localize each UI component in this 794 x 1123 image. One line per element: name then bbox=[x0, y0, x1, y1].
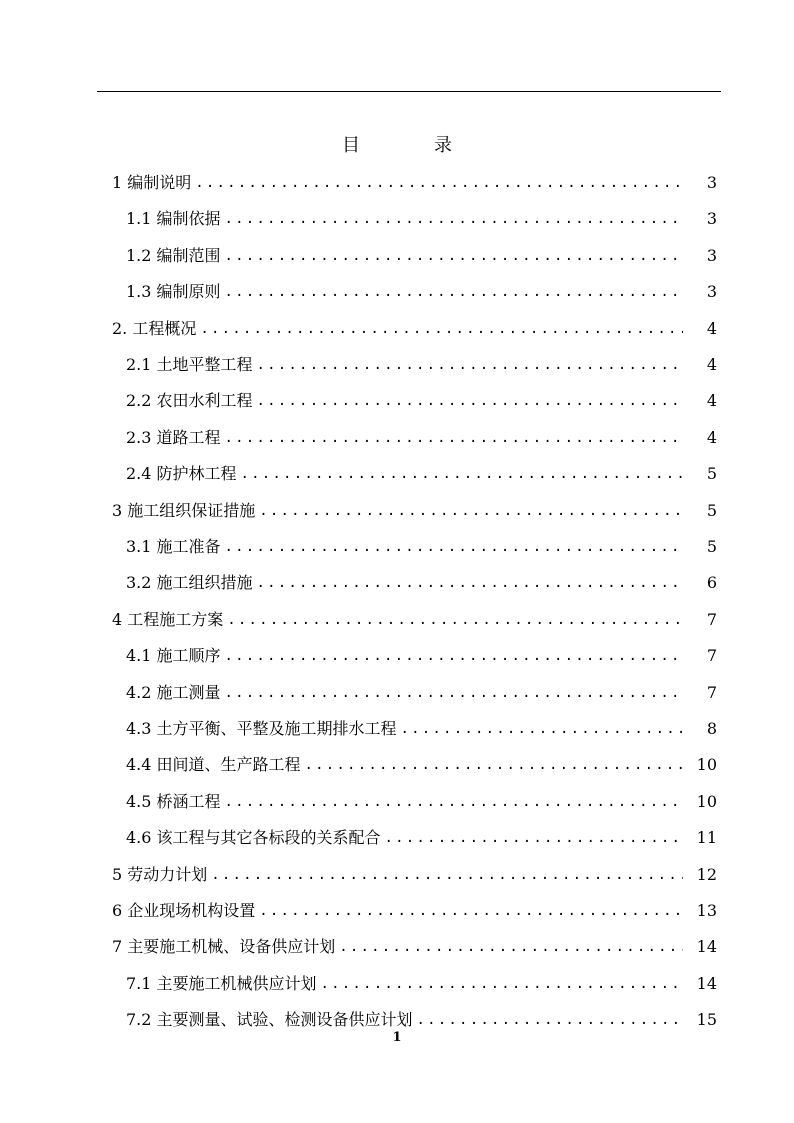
toc-entry-page: 15 bbox=[696, 1010, 717, 1030]
toc-entry[interactable] bbox=[126, 715, 717, 743]
toc-entry[interactable] bbox=[126, 278, 717, 306]
toc-dot-leader bbox=[227, 606, 683, 634]
toc-dot-leader bbox=[305, 751, 683, 779]
toc-dot-leader bbox=[225, 278, 683, 306]
toc-dot-leader bbox=[259, 497, 683, 525]
toc-entry-label: 2.3 道路工程 bbox=[126, 427, 221, 447]
toc-entry[interactable] bbox=[126, 460, 717, 488]
toc-entry[interactable] bbox=[112, 606, 717, 634]
toc-entry-label: 4.3 土方平衡、平整及施工期排水工程 bbox=[126, 719, 397, 738]
toc-entry-label: 5 劳动力计划 bbox=[112, 864, 208, 884]
toc-entry-page: 4 bbox=[706, 318, 717, 338]
toc-entry[interactable] bbox=[126, 351, 717, 379]
toc-entry-page: 10 bbox=[696, 755, 717, 775]
toc-entry-page: 11 bbox=[696, 828, 717, 848]
toc-entry-page: 3 bbox=[706, 173, 717, 192]
toc-dot-leader bbox=[225, 788, 683, 816]
toc-entry-page: 5 bbox=[706, 537, 717, 556]
toc-entry-label: 6 企业现场机构设置 bbox=[112, 901, 256, 920]
toc-entry-label: 2.1 土地平整工程 bbox=[126, 355, 253, 374]
toc-entry-label: 3 施工组织保证措施 bbox=[112, 500, 256, 520]
toc-dot-leader bbox=[339, 933, 683, 961]
toc-dot-leader bbox=[257, 351, 683, 379]
toc-entry[interactable] bbox=[126, 387, 717, 415]
toc-dot-leader bbox=[241, 460, 683, 488]
toc-entry-page: 4 bbox=[706, 391, 717, 411]
toc-dot-leader bbox=[211, 861, 683, 889]
page-number: 1 bbox=[392, 1030, 402, 1045]
toc-dot-leader bbox=[257, 387, 683, 415]
toc-entry[interactable] bbox=[112, 897, 717, 925]
toc-entry-page: 10 bbox=[696, 791, 717, 811]
toc-entry-label: 4.1 施工顺序 bbox=[126, 646, 221, 666]
toc-entry-label: 4.4 田间道、生产路工程 bbox=[126, 755, 301, 775]
toc-entry[interactable] bbox=[112, 497, 717, 525]
toc-dot-leader bbox=[195, 169, 683, 197]
toc-dot-leader bbox=[225, 533, 683, 561]
toc-dot-leader bbox=[385, 824, 683, 852]
toc-entry[interactable] bbox=[112, 933, 717, 961]
toc-entry-label: 1.3 编制原则 bbox=[126, 282, 221, 302]
header-rule bbox=[97, 91, 721, 92]
toc-entry[interactable] bbox=[126, 424, 717, 452]
toc-entry-label: 7.1 主要施工机械供应计划 bbox=[126, 973, 317, 993]
toc-dot-leader bbox=[225, 642, 683, 670]
toc-entry-label: 4 工程施工方案 bbox=[112, 609, 224, 629]
toc-entry[interactable] bbox=[112, 861, 717, 889]
toc-entry-label: 7 主要施工机械、设备供应计划 bbox=[112, 937, 336, 957]
toc-entry[interactable] bbox=[126, 569, 717, 597]
toc-entry[interactable] bbox=[126, 642, 717, 670]
toc-entry-page: 7 bbox=[706, 682, 717, 702]
toc-dot-leader bbox=[225, 679, 683, 707]
toc-entry-page: 12 bbox=[696, 864, 717, 884]
toc-entry-label: 2.4 防护林工程 bbox=[126, 464, 237, 484]
toc-entry-label: 2. 工程概况 bbox=[112, 318, 197, 338]
toc-entry-page: 4 bbox=[706, 427, 717, 447]
toc-entry-label: 4.5 桥涵工程 bbox=[126, 791, 221, 811]
toc-entry-label: 1 编制说明 bbox=[112, 173, 192, 192]
toc-entry[interactable] bbox=[126, 824, 717, 852]
toc-entry-page: 6 bbox=[706, 573, 717, 593]
toc-entry-label: 3.2 施工组织措施 bbox=[126, 573, 253, 593]
toc-entry-page: 3 bbox=[706, 282, 717, 302]
toc-entry-page: 14 bbox=[696, 937, 717, 957]
toc-entry-label: 4.2 施工测量 bbox=[126, 682, 221, 702]
toc-dot-leader bbox=[259, 897, 683, 925]
toc-dot-leader bbox=[225, 424, 683, 452]
toc-entry-label: 7.2 主要测量、试验、检测设备供应计划 bbox=[126, 1010, 413, 1030]
toc-entry-page: 14 bbox=[696, 973, 717, 993]
toc-entry-label: 3.1 施工准备 bbox=[126, 537, 221, 556]
toc-entry[interactable] bbox=[126, 679, 717, 707]
toc-entry-page: 7 bbox=[706, 646, 717, 666]
toc-entry[interactable] bbox=[126, 751, 717, 779]
toc-entry[interactable] bbox=[126, 788, 717, 816]
toc-entry[interactable] bbox=[126, 242, 717, 270]
toc-entry-label: 4.6 该工程与其它各标段的关系配合 bbox=[126, 828, 381, 848]
toc-title: 目 录 bbox=[342, 135, 480, 156]
toc-entry[interactable] bbox=[126, 205, 717, 233]
toc-entry-page: 5 bbox=[706, 500, 717, 520]
toc-entry-page: 3 bbox=[706, 209, 717, 229]
toc-entry[interactable] bbox=[126, 970, 717, 998]
toc-entry[interactable] bbox=[126, 533, 717, 561]
toc-dot-leader bbox=[200, 315, 683, 343]
toc-entry-label: 1.2 编制范围 bbox=[126, 245, 221, 265]
toc-dot-leader bbox=[225, 242, 683, 270]
toc-entry-page: 13 bbox=[696, 901, 717, 920]
toc-dot-leader bbox=[225, 205, 683, 233]
toc-entry-page: 8 bbox=[706, 719, 717, 738]
toc-dot-leader bbox=[401, 715, 683, 743]
toc-dot-leader bbox=[321, 970, 683, 998]
toc-entry-label: 2.2 农田水利工程 bbox=[126, 391, 253, 411]
toc-entry[interactable] bbox=[112, 169, 717, 197]
toc-entry-page: 7 bbox=[706, 609, 717, 629]
toc-entry-label: 1.1 编制依据 bbox=[126, 209, 221, 229]
toc-entry-page: 4 bbox=[706, 355, 717, 374]
toc-entry-page: 3 bbox=[706, 245, 717, 265]
toc-entry-page: 5 bbox=[706, 464, 717, 484]
toc-entry[interactable] bbox=[112, 315, 717, 343]
toc-dot-leader bbox=[257, 569, 683, 597]
